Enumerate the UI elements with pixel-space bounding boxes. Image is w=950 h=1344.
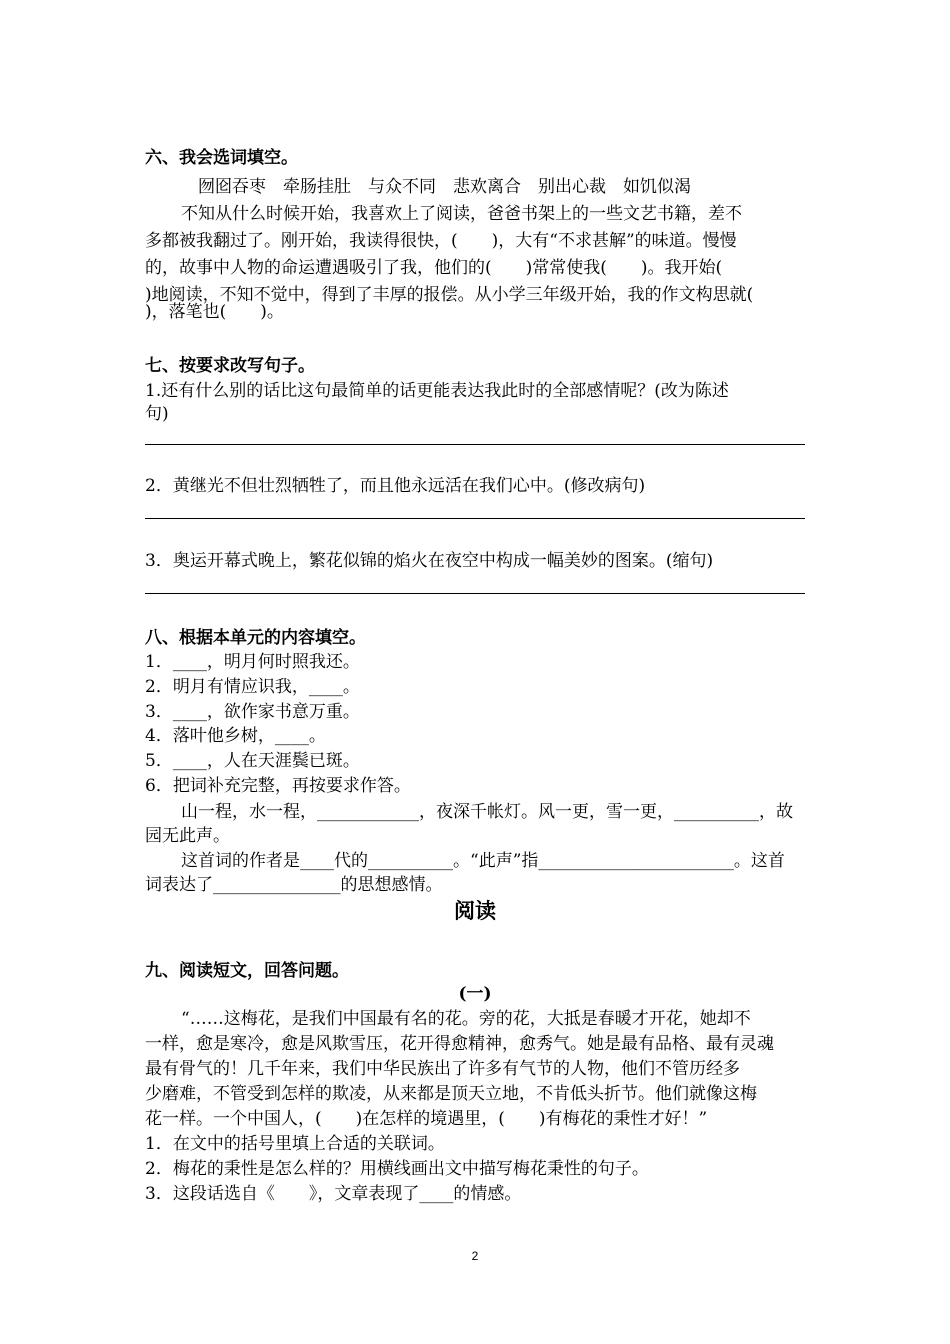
paragraph-line: 不知从什么时候开始，我喜欢上了阅读，爸爸书架上的一些文艺书籍，差不: [181, 204, 742, 224]
paragraph-line: 的，故事中人物的命运遭遇吸引了我，他们的( )常常使我( )。我开始(: [145, 258, 723, 278]
poem-question: 这首词的作者是____代的__________。“此声”指_______________________。这首: [181, 851, 785, 871]
poem-line: 园无此声。: [145, 826, 230, 846]
fill-item: 3．____，欲作家书意万重。: [145, 702, 360, 722]
section-8-title: 八、根据本单元的内容填空。: [145, 628, 366, 648]
reading-question: 1．在文中的括号里填上合适的关联词。: [145, 1134, 445, 1154]
answer-line: [145, 593, 805, 594]
question-3: 3．奥运开幕式晚上，繁花似锦的焰火在夜空中构成一幅美妙的图案。(缩句): [145, 551, 714, 571]
fill-item: 5．____，人在天涯鬓已斑。: [145, 751, 360, 771]
passage-line: 少磨难，不管受到怎样的欺凌，从来都是顶天立地，不肯低头折节。他们就像这梅: [145, 1084, 757, 1104]
word-bank: 囫囵吞枣 牵肠挂肚 与众不同 悲欢离合 别出心裁 如饥似渴: [198, 177, 691, 197]
question-2: 2．黄继光不但壮烈牺牲了，而且他永远活在我们心中。(修改病句): [145, 476, 646, 496]
poem-line: 山一程，水一程，____________，夜深千帐灯。风一更，雪一更，__________，故: [181, 802, 793, 822]
passage-line: “……这梅花，是我们中国最有名的花。旁的花，大抵是春暖才开花，她却不: [181, 1009, 751, 1029]
reading-heading: 阅读: [454, 899, 496, 923]
answer-line: [145, 444, 805, 445]
answer-line: [145, 518, 805, 519]
passage-line: 最有骨气的！几千年来，我们中华民族出了许多有气节的人物，他们不管历经多: [145, 1059, 740, 1079]
fill-item: 2．明月有情应识我，____。: [145, 677, 360, 697]
section-7-title: 七、按要求改写句子。: [145, 356, 315, 376]
section-6-title: 六、我会选词填空。: [145, 148, 298, 168]
section-9-title: 九、阅读短文，回答问题。: [145, 961, 349, 981]
poem-question: 词表达了_______________的思想感情。: [145, 875, 443, 895]
question-1: 1.还有什么别的话比这句最简单的话更能表达我此时的全部感情呢？(改为陈述: [145, 381, 729, 401]
paragraph-line: )地阅读，不知不觉中，得到了丰厚的报偿。从小学三年级开始，我的作文构思就(: [145, 285, 754, 305]
passage-subtitle: (一): [458, 984, 492, 1004]
question-1-cont: 句): [145, 404, 169, 424]
reading-question: 3．这段话选自《 》，文章表现了____的情感。: [145, 1184, 522, 1204]
fill-item: 6．把词补充完整，再按要求作答。: [145, 776, 411, 796]
passage-line: 一样，愈是寒冷，愈是风欺雪压，花开得愈精神，愈秀气。她是最有品格、最有灵魂: [145, 1034, 774, 1054]
reading-question: 2．梅花的秉性是怎么样的？用横线画出文中描写梅花秉性的句子。: [145, 1159, 649, 1179]
paragraph-line: )，落笔也( )。: [145, 302, 284, 322]
fill-item: 4．落叶他乡树，____。: [145, 726, 326, 746]
passage-line: 花一样。一个中国人，( )在怎样的境遇里，( )有梅花的秉性才好！”: [145, 1109, 708, 1129]
page-number: 2: [471, 1249, 479, 1263]
paragraph-line: 多都被我翻过了。刚开始，我读得很快，( )，大有“不求甚解”的味道。慢慢: [145, 231, 737, 251]
fill-item: 1．____，明月何时照我还。: [145, 652, 360, 672]
